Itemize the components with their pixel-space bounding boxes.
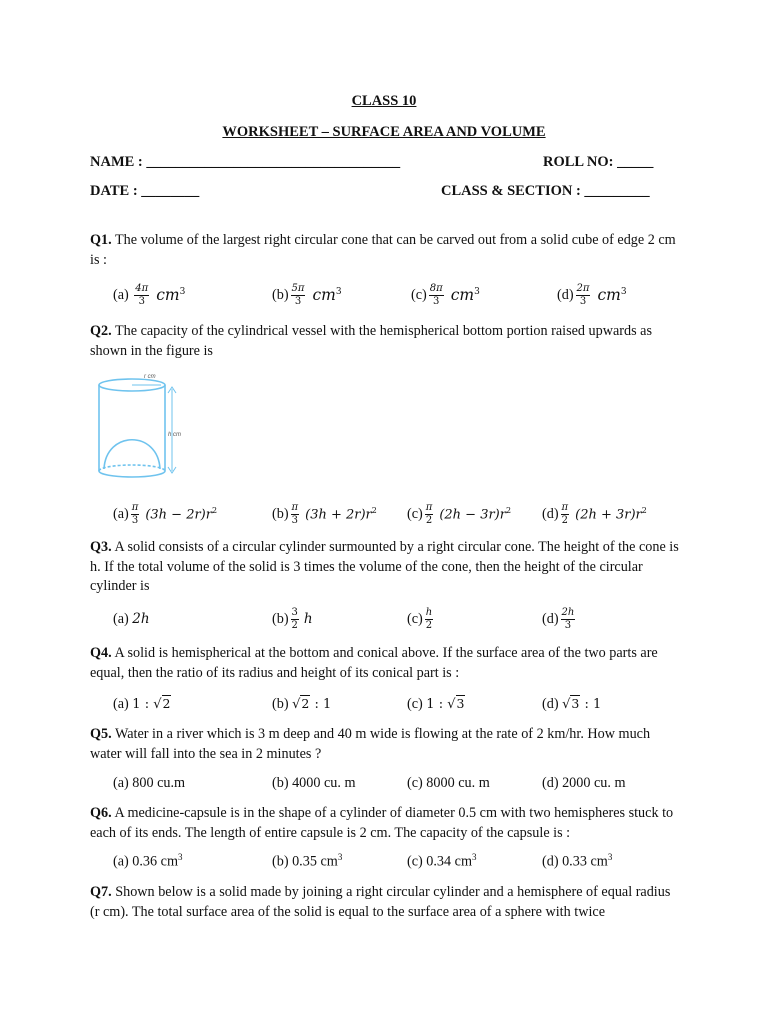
question-1-options (0, 278, 768, 312)
option-b: (b) $\frac{5\pi}{3}$ $cm^3$ (272, 282, 342, 307)
option-b: (b) 4000 cu. m (272, 774, 356, 791)
option-c: (c) $\frac{8\pi}{3}$ $cm^3$ (411, 282, 480, 307)
option-d: (d) √3 : 1 (542, 695, 602, 712)
question-number: Q5. (90, 726, 112, 742)
option-b: (b) $\frac{\pi}{3}$ $(3h + 2r)r^2$ (272, 501, 377, 526)
fraction: $\frac{8\pi}{3}$ (429, 282, 443, 307)
fraction: $\frac{\pi}{3}$ (131, 501, 139, 526)
question-number: Q4. (90, 645, 112, 661)
option-a: (a) $\frac{4\pi}{3}$ $cm^3$ (113, 282, 186, 307)
question-text: A medicine-capsule is in the shape of a cylinder of diameter 0.5 cm with two hemispheres stuck to each of its ends. The length of entire capsule is 2 cm. The capacity of the capsule is : (90, 805, 674, 841)
worksheet-title: WORKSHEET – SURFACE AREA AND VOLUME (222, 124, 546, 140)
question-number: Q2. (90, 323, 112, 339)
question-number: Q6. (90, 805, 112, 821)
option-d: (d) 0.33 $cm^3$ (542, 851, 613, 870)
option-d: (d) $\frac{2\pi}{3}$ $cm^3$ (557, 282, 627, 307)
question-text: A solid is hemispherical at the bottom and conical above. If the surface area of the two parts are equal, then the ratio of its radius and height of its conical part is : (90, 645, 658, 681)
question-2 (90, 322, 682, 361)
question-number: Q3. (90, 539, 112, 555)
fraction: $\frac{3}{2}$ (291, 606, 298, 631)
roll-no-field: ROLL NO: _____ (543, 154, 654, 170)
option-b: (b) √2 : 1 (272, 695, 332, 712)
option-a: (a) 2h (113, 610, 150, 627)
option-b: (b) $\frac{3}{2}$ h (272, 606, 313, 631)
question-1 (90, 231, 682, 270)
fraction: $\frac{5\pi}{3}$ (291, 282, 305, 307)
question-number: Q7. (90, 884, 112, 900)
date-field: DATE : ________ (90, 183, 200, 199)
class-section-field: CLASS & SECTION : _________ (441, 183, 650, 199)
fraction: $\frac{h}{2}$ (425, 606, 433, 631)
option-d: (d) $\frac{\pi}{2}$ $(2h + 3r)r^2$ (542, 501, 647, 526)
question-number: Q1. (90, 232, 112, 248)
class-title: CLASS 10 (351, 93, 417, 109)
question-text: The capacity of the cylindrical vessel with the hemispherical bottom portion raised upwards as shown in the figure is (90, 323, 652, 359)
question-text: Water in a river which is 3 m deep and 40 m wide is flowing at the rate of 2 km/hr. How much water will fall into the sea in 2 minutes ? (90, 726, 651, 762)
question-text: Shown below is a solid made by joining a right circular cylinder and a hemisphere of equal radius (r cm). The total surface area of the solid is equal to the surface area of a sphere with twice (90, 884, 671, 920)
option-d: (d) $\frac{2h}{3}$ (542, 606, 575, 631)
height-label: h cm (168, 432, 182, 438)
question-3 (90, 538, 682, 597)
fraction: $\frac{4\pi}{3}$ (135, 282, 149, 307)
question-6-options (0, 844, 768, 878)
question-5 (90, 725, 682, 764)
fraction: $\frac{\pi}{2}$ (561, 501, 569, 526)
option-c: (c) $\frac{\pi}{2}$ $(2h - 3r)r^2$ (407, 501, 512, 526)
option-a: (a) 1 : √2 (113, 695, 171, 712)
option-d: (d) 2000 cu. m (542, 774, 626, 791)
fraction: $\frac{2\pi}{3}$ (576, 282, 590, 307)
option-c: (c) $\frac{h}{2}$ (407, 606, 433, 631)
fraction: $\frac{2h}{3}$ (561, 606, 575, 631)
question-text: The volume of the largest right circular cone that can be carved out from a solid cube of edge 2 cm is : (90, 232, 676, 268)
question-text: A solid consists of a circular cylinder surmounted by a right circular cone. The height of the cone is h. If the total volume of the solid is 3 times the volume of the cone, then the height of the circular cylinder is (90, 539, 679, 594)
question-7 (90, 883, 682, 922)
fraction: $\frac{\pi}{3}$ (291, 501, 299, 526)
question-6 (90, 804, 682, 843)
radius-label: r cm (144, 374, 156, 380)
name-field: NAME : ___________________________________ (90, 154, 401, 170)
question-4-options (0, 687, 768, 721)
question-4 (90, 644, 682, 683)
fraction: $\frac{\pi}{2}$ (425, 501, 433, 526)
question-3-options (0, 602, 768, 636)
option-b: (b) 0.35 $cm^3$ (272, 851, 343, 870)
option-a: (a) 800 cu.m (113, 774, 186, 791)
option-c: (c) 0.34 $cm^3$ (407, 851, 477, 870)
option-a: (a) $\frac{\pi}{3}$ $(3h - 2r)r^2$ (113, 501, 218, 526)
option-c: (c) 1 : √3 (407, 695, 465, 712)
question-5-options (0, 766, 768, 800)
question-2-options (0, 497, 768, 531)
cylinder-hemisphere-figure (92, 368, 198, 492)
option-c: (c) 8000 cu. m (407, 774, 490, 791)
option-a: (a) 0.36 $cm^3$ (113, 851, 183, 870)
